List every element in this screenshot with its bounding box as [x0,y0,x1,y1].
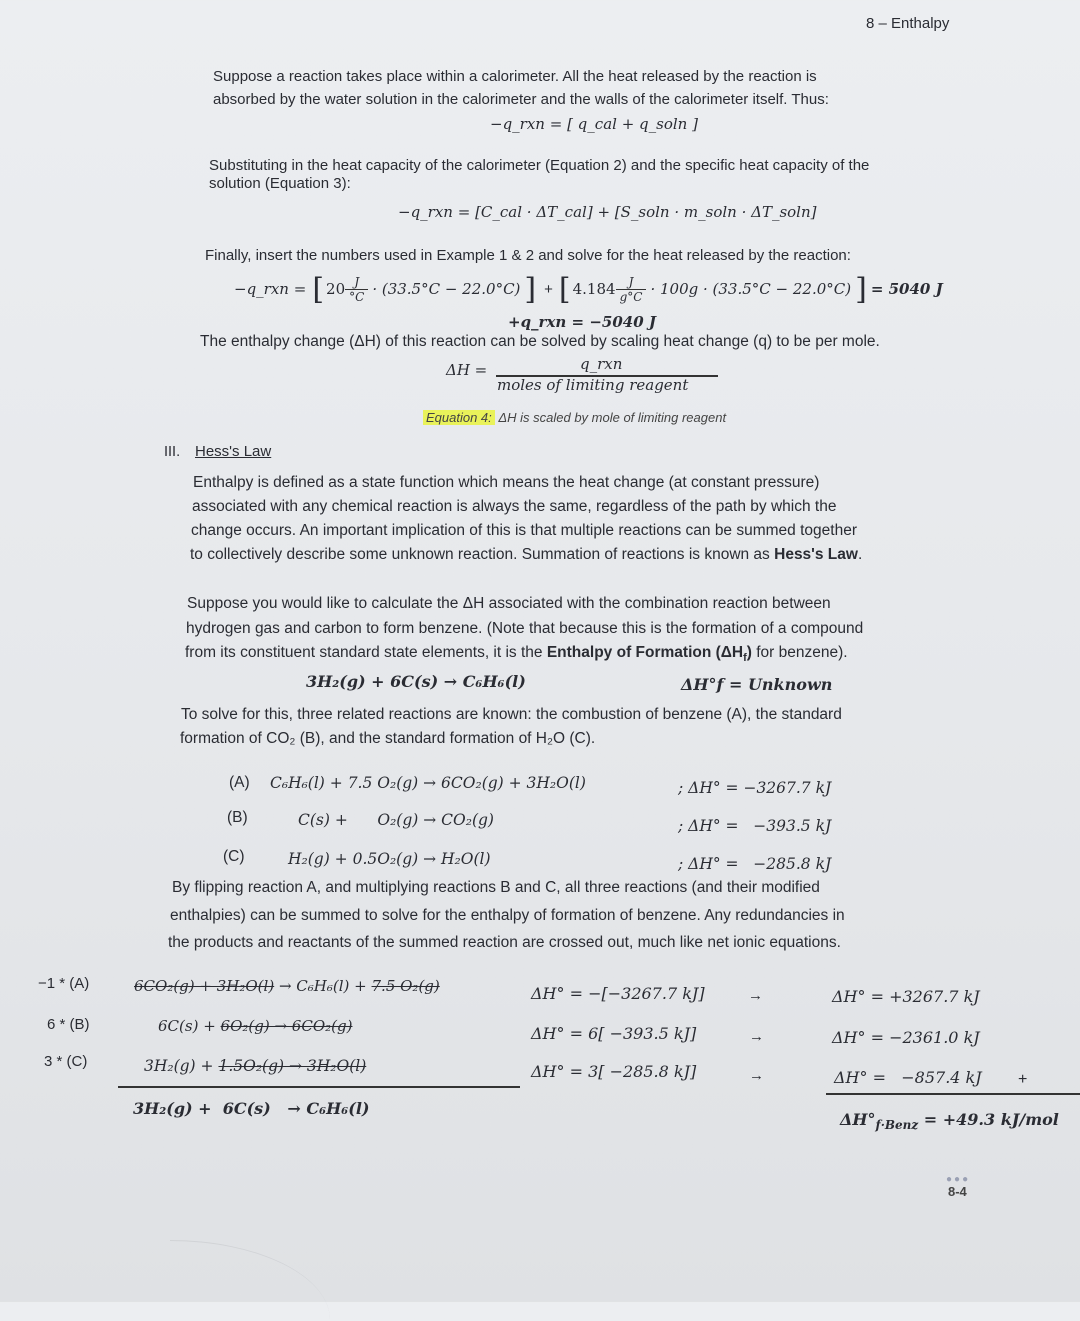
calc-lhs: −q_rxn = [234,280,307,298]
p2-line-3-bold [546,644,752,664]
section-numeral: III. [164,444,181,460]
dh-lhs: ΔH = [446,361,488,379]
p1-line-4-text: to collectively describe some unknown reaction. Summation of reactions is known as [190,546,770,563]
final-enthalpy-lhs: ΔH° [840,1110,876,1129]
sum-row-3-enthalpy: ΔH° = 3[ −285.8 kJ] [531,1062,697,1081]
dh-scaling-text: The enthalpy change (ΔH) of this reaction can be solved by scaling heat change (q) to be per mole. [200,333,880,350]
p4-line-2: enthalpies) can be summed to solve for the enthalpy of formation of benzene. Any redundancies in [170,907,845,924]
p2-line-3-a: from its constituent standard state elements, it is the [185,644,543,661]
p1-bold-term: Hess's Law [774,546,858,563]
calc-heat-capacity: 20 [326,280,346,298]
sum-row-1-mult: −1 * (A) [38,975,90,992]
sum-row-1-arrow: → [748,987,763,1004]
equation-4-text: ΔH is scaled by mole of limiting reagent [498,410,727,425]
target-enthalpy: ΔH°f = Unknown [681,675,833,694]
p2-line-3 [185,641,848,670]
p2-bold-sub: f [743,651,747,664]
bracket-close-2: ] [855,271,867,307]
qrxn-result: +q_rxn = −5040 J [508,313,656,331]
p1-end: . [857,546,863,563]
page-dots-icon: ●●● [946,1174,971,1185]
page-curl-shadow [170,1240,330,1321]
sum-row-2-crossed: 6O₂(g) → 6CO₂(g) [220,1017,353,1035]
sum-row-3-equation [144,1054,366,1078]
sum-row-1-equation [134,974,440,998]
bracket-close-1: ] [524,271,537,307]
reaction-b-equation: C(s) + O₂(g) → CO₂(g) [298,811,494,829]
sum-row-1-product: → C₆H₆(l) + [278,977,367,995]
sum-left-rule [118,1086,520,1088]
bracket-open-2: [ [558,271,571,307]
sum-row-1-enthalpy: ΔH° = −[−3267.7 kJ] [531,984,705,1003]
sum-row-2-arrow: → [749,1028,764,1045]
intro-line-1: Suppose a reaction takes place within a calorimeter. All the heat released by the reaction is [213,68,817,85]
substitution-equation: −q_rxn = [C_cal · ΔT_cal] + [S_soln · m_soln · ΔT_soln] [398,203,817,221]
equation-4-caption [423,410,726,425]
sum-row-2-enthalpy: ΔH° = 6[ −393.5 kJ] [531,1024,697,1043]
sum-row-1-result: ΔH° = +3267.7 kJ [832,987,980,1006]
p1-line-3: change occurs. An important implication of this is that multiple reactions can be summed together [191,522,857,539]
p1-line-1: Enthalpy is defined as a state function which means the heat change (at constant pressure) [193,474,820,491]
p3-line-2: formation of CO₂ (B), and the standard formation of H₂O (C). [180,730,596,747]
subst-line-1: Substituting in the heat capacity of the calorimeter (Equation 2) and the specific heat capacity of the [209,157,870,174]
p2-line-1: Suppose you would like to calculate the ΔH associated with the combination reaction between [187,595,831,612]
final-line: Finally, insert the numbers used in Example 1 & 2 and solve for the heat released by the reaction: [205,247,851,264]
p3-line-1: To solve for this, three related reactions are known: the combustion of benzene (A), the standard [181,706,842,723]
reaction-b-enthalpy: ; ΔH° = −393.5 kJ [678,817,832,835]
calc-specific-heat: 4.184 [572,280,616,298]
calc-result: = 5040 J [870,280,943,298]
calc-delta-t-1: · (33.5°C − 22.0°C) [372,280,521,298]
calc-unit-fraction-1 [345,275,368,304]
reaction-b-label: (B) [227,809,248,826]
sum-plus: + [1018,1071,1028,1088]
bracket-open: [ [312,271,325,307]
sum-row-1-crossed-reactants: 6CO₂(g) + 3H₂O(l) [134,977,275,995]
page-header: 8 – Enthalpy [866,15,950,32]
sum-row-2-result: ΔH° = −2361.0 kJ [832,1028,980,1047]
sum-row-3-result: ΔH° = −857.4 kJ [834,1068,982,1087]
sum-row-2-reactant: 6C(s) + [158,1017,216,1035]
sum-row-3-crossed: 1.5O₂(g) → 3H₂O(l) [218,1057,367,1075]
p2-line-3-e: for benzene). [756,644,848,661]
p4-line-1: By flipping reaction A, and multiplying reactions B and C, all three reactions (and their modified [172,879,820,896]
sum-row-3-reactant: 3H₂(g) + [144,1057,214,1075]
calc-unit-den-1: °C [349,289,365,304]
p1-line-4 [190,543,862,567]
target-reaction: 3H₂(g) + 6C(s) → C₆H₆(l) [306,672,526,691]
final-enthalpy-rhs: = +49.3 kJ/mol [923,1110,1059,1129]
reaction-a-enthalpy: ; ΔH° = −3267.7 kJ [678,779,832,797]
reaction-c-enthalpy: ; ΔH° = −285.8 kJ [678,855,832,873]
calc-unit-num-1: J [345,275,368,290]
calc-plus: + [544,280,553,298]
reaction-a-equation: C₆H₆(l) + 7.5 O₂(g) → 6CO₂(g) + 3H₂O(l) [270,774,586,792]
p1-line-2: associated with any chemical reaction is always the same, regardless of the path by which the [192,498,837,515]
p4-line-3: the products and reactants of the summed reaction are crossed out, much like net ionic equations. [168,934,841,951]
equation-4-label: Equation 4: [423,410,495,425]
final-enthalpy-sub: f·Benz [875,1118,919,1133]
subst-line-2: solution (Equation 3): [209,175,351,192]
dh-denominator: moles of limiting reagent [497,376,689,394]
calc-unit-fraction-2 [616,275,647,304]
sum-row-3-arrow: → [749,1067,764,1084]
calc-mass-delta-t: · 100g · (33.5°C − 22.0°C) [650,280,852,298]
heat-balance-equation: −q_rxn = [ q_cal + q_soln ] [490,115,698,133]
intro-line-2: absorbed by the water solution in the calorimeter and the walls of the calorimeter itself. Thus: [213,91,829,108]
section-heading: Hess's Law [195,443,272,460]
p2-bold-text: Enthalpy of Formation (ΔH [546,644,744,661]
calc-unit-num-2: J [616,275,647,290]
final-enthalpy [840,1108,1059,1137]
p2-line-2: hydrogen gas and carbon to form benzene. (Note that because this is the formation of a compound [186,620,864,637]
net-reaction: 3H₂(g) + 6C(s) → C₆H₆(l) [133,1099,370,1118]
sum-right-rule [826,1093,1080,1095]
reaction-c-label: (C) [223,848,245,865]
sum-row-1-crossed-product: 7.5 O₂(g) [371,977,440,995]
reaction-a-label: (A) [229,774,250,791]
p2-bold-close: ) [746,644,752,661]
reaction-c-equation: H₂(g) + 0.5O₂(g) → H₂O(l) [288,850,491,868]
dh-numerator: q_rxn [580,355,623,373]
sum-row-2-mult: 6 * (B) [47,1016,90,1033]
sum-row-2-equation [158,1014,352,1038]
page-number: 8-4 [948,1184,967,1199]
calculation-equation [234,264,943,314]
calc-unit-den-2: g°C [619,289,643,304]
sum-row-3-mult: 3 * (C) [44,1053,88,1070]
